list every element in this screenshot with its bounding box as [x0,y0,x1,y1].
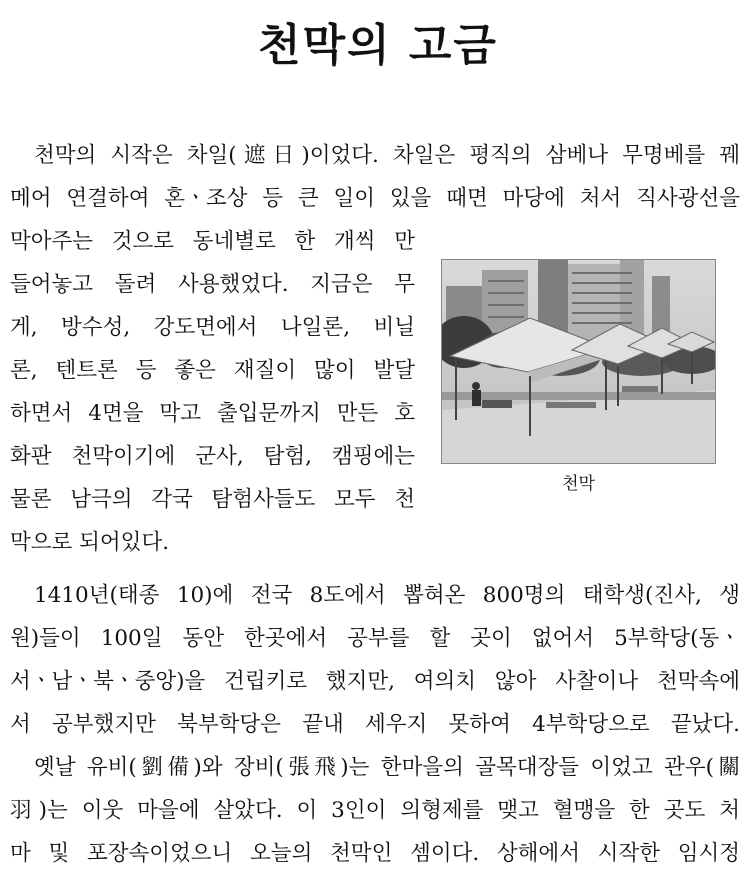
text-line: 하면서 4면을 막고 출입문까지 만든 호 [10,401,415,426]
text-line: 막아주는 것으로 동네별로 한 개씩 만 [10,229,415,254]
tent-photo [441,259,716,464]
text-line: 羽)는 이웃 마을에 살았다. 이 3인이 의형제를 맺고 혈맹을 한 곳도 처 [10,798,740,823]
photo-caption: 천막 [562,474,595,494]
text-line: 천막의 시작은 차일(遮日)이었다. 차일은 평직의 삼베나 무명베를 꿰 [34,143,740,168]
text-line: 서ㆍ남ㆍ북ㆍ중앙)을 건립키로 했지만, 여의치 않아 사찰이나 천막속에 [10,669,740,694]
text-line: 원)들이 100일 동안 한곳에서 공부를 할 곳이 없어서 5부학당(동ㆍ [10,626,740,651]
text-line: 막으로 되어있다. [10,530,170,555]
text-line: 옛날 유비(劉備)와 장비(張飛)는 한마을의 골목대장들 이었고 관우(關 [34,755,740,780]
text-line: 게, 방수성, 강도면에서 나일론, 비닐 [10,315,415,340]
text-line: 1410년(태종 10)에 전국 8도에서 뽑혀온 800명의 태학생(진사, 생 [34,583,740,608]
text-line: 화판 천막이기에 군사, 탐험, 캠핑에는 [10,444,415,469]
text-line: 들어놓고 돌려 사용했었다. 지금은 무 [10,272,415,297]
text-line: 메어 연결하여 혼ㆍ조상 등 큰 일이 있을 때면 마당에 처서 직사광선을 [10,186,740,211]
text-line: 론, 텐트론 등 좋은 재질이 많이 발달 [10,358,415,383]
text-line: 물론 남극의 각국 탐험사들도 모두 천 [10,487,415,512]
tent-photo-illustration [442,260,715,463]
page-title: 천막의 고금 [258,20,498,71]
text-line: 마 및 포장속이었으니 오늘의 천막인 셈이다. 상해에서 시작한 임시정 [10,841,740,866]
text-line: 서 공부했지만 북부학당은 끝내 세우지 못하여 4부학당으로 끝났다. [10,712,740,737]
